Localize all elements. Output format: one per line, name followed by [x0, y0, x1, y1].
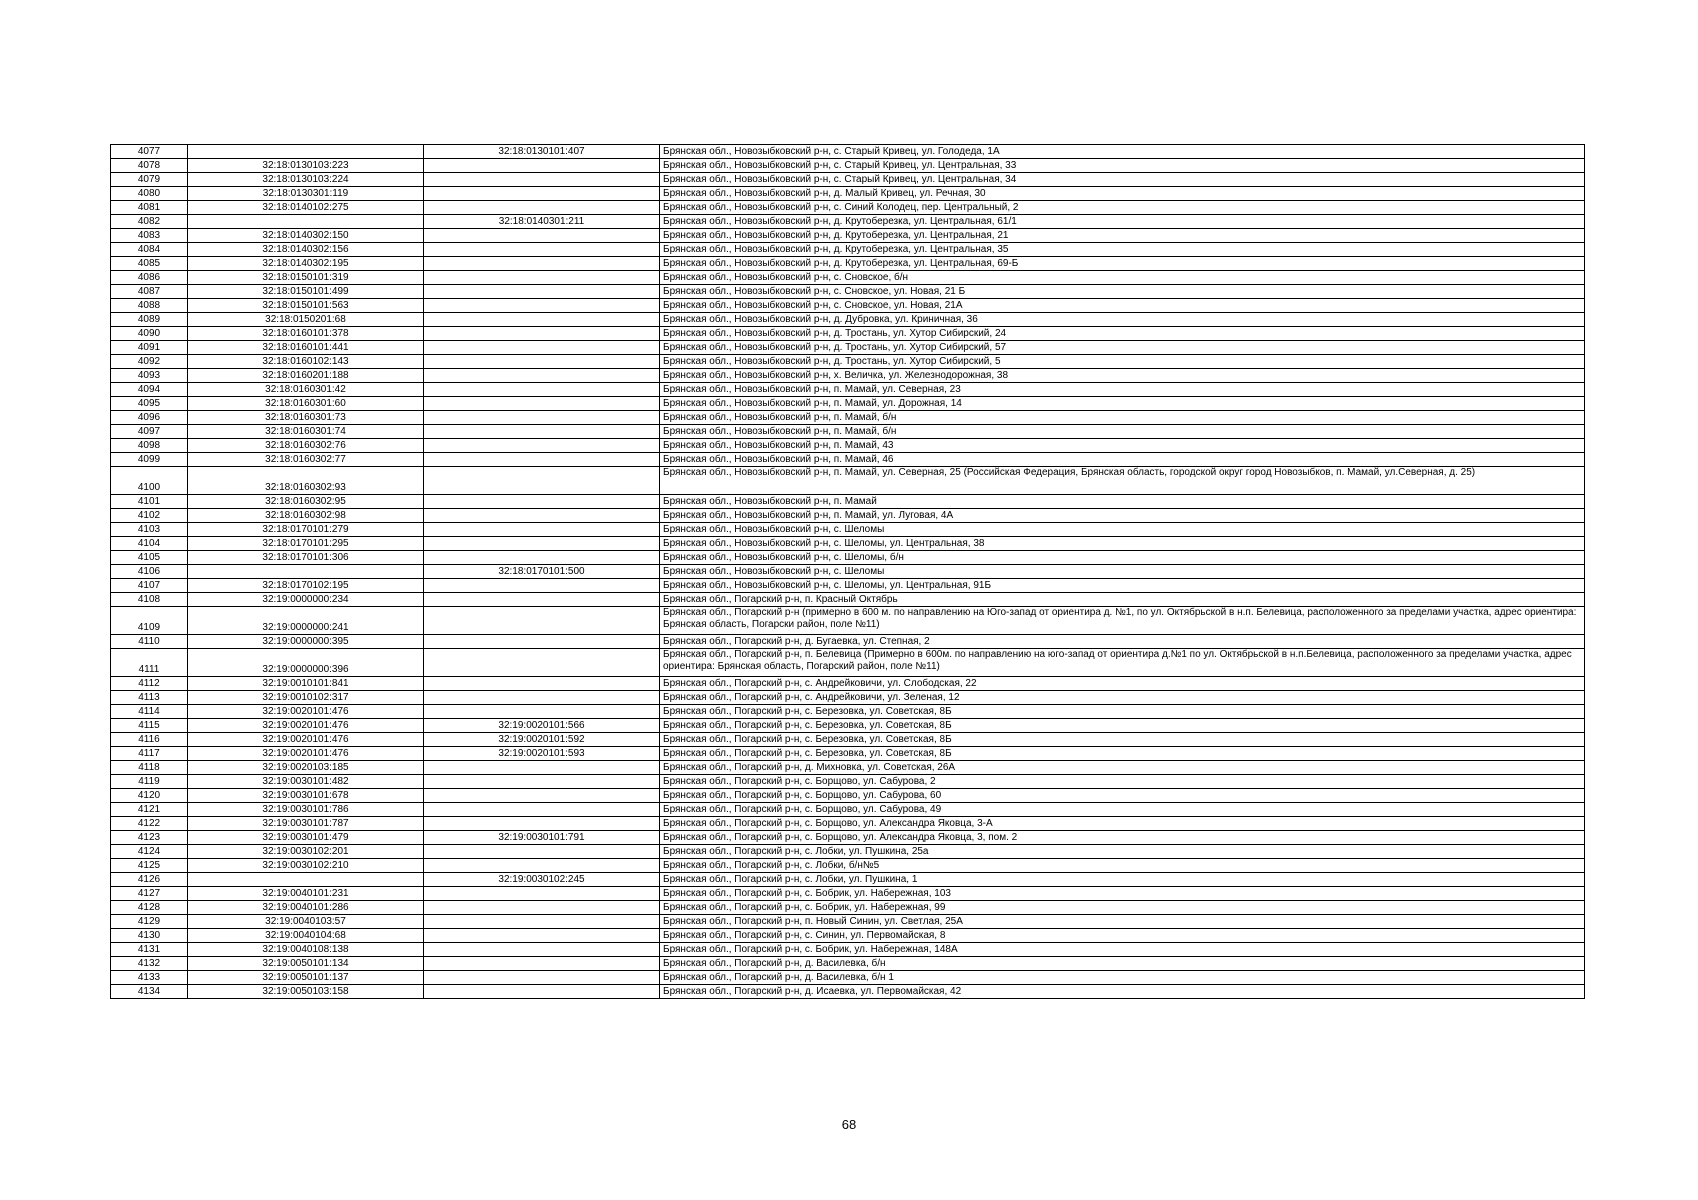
cadastral-number-cell: 32:19:0040101:286 [188, 901, 424, 915]
row-number-cell: 4094 [111, 383, 188, 397]
row-number-cell: 4108 [111, 593, 188, 607]
cadastral-number-cell: 32:18:0160301:74 [188, 425, 424, 439]
table-row [111, 257, 1585, 271]
row-number-cell: 4085 [111, 257, 188, 271]
cadastral-number-cell: 32:18:0160302:77 [188, 453, 424, 467]
table-row [111, 985, 1585, 999]
row-number-cell: 4130 [111, 929, 188, 943]
table-row [111, 677, 1585, 691]
cadastral-number-cell: 32:18:0160302:95 [188, 495, 424, 509]
building-cadastral-number-cell [424, 761, 660, 775]
table-row [111, 439, 1585, 453]
address-cell: Брянская обл., Погарский р-н, с. Андрейковичи, ул. Зеленая, 12 [660, 691, 1585, 705]
row-number-cell: 4111 [111, 649, 188, 677]
address-cell: Брянская обл., Погарский р-н, с. Лобки, ул. Пушкина, 1 [660, 873, 1585, 887]
table-row [111, 299, 1585, 313]
row-number-cell: 4107 [111, 579, 188, 593]
cadastral-number-cell [188, 565, 424, 579]
building-cadastral-number-cell [424, 579, 660, 593]
cadastral-number-cell: 32:19:0030101:786 [188, 803, 424, 817]
address-cell: Брянская обл., Новозыбковский р-н, с. Сновское, ул. Новая, 21 Б [660, 285, 1585, 299]
address-cell: Брянская обл., Новозыбковский р-н, д. Тростань, ул. Хутор Сибирский, 57 [660, 341, 1585, 355]
table-row [111, 887, 1585, 901]
cadastral-number-cell: 32:18:0160302:93 [188, 467, 424, 495]
address-cell: Брянская обл., Погарский р-н, д. Михновка, ул. Советская, 26А [660, 761, 1585, 775]
building-cadastral-number-cell [424, 537, 660, 551]
address-cell: Брянская обл., Новозыбковский р-н, д. Крутоберезка, ул. Центральная, 35 [660, 243, 1585, 257]
building-cadastral-number-cell [424, 411, 660, 425]
row-number-cell: 4132 [111, 957, 188, 971]
cadastral-number-cell: 32:18:0160301:60 [188, 397, 424, 411]
address-cell: Брянская обл., Новозыбковский р-н, с. Старый Кривец, ул. Центральная, 33 [660, 159, 1585, 173]
building-cadastral-number-cell [424, 957, 660, 971]
row-number-cell: 4127 [111, 887, 188, 901]
registry-table [110, 144, 1585, 999]
cadastral-number-cell: 32:19:0000000:241 [188, 607, 424, 635]
row-number-cell: 4100 [111, 467, 188, 495]
row-number-cell: 4133 [111, 971, 188, 985]
building-cadastral-number-cell: 32:19:0030102:245 [424, 873, 660, 887]
building-cadastral-number-cell [424, 915, 660, 929]
table-row [111, 845, 1585, 859]
table-row [111, 943, 1585, 957]
cadastral-number-cell: 32:19:0040101:231 [188, 887, 424, 901]
table-row [111, 411, 1585, 425]
cadastral-number-cell: 32:19:0040104:68 [188, 929, 424, 943]
table-row [111, 957, 1585, 971]
table-row [111, 145, 1585, 159]
address-cell: Брянская обл., Новозыбковский р-н, с. Шеломы, ул. Центральная, 91Б [660, 579, 1585, 593]
row-number-cell: 4129 [111, 915, 188, 929]
cadastral-number-cell: 32:18:0140102:275 [188, 201, 424, 215]
table-row [111, 859, 1585, 873]
table-row [111, 565, 1585, 579]
row-number-cell: 4114 [111, 705, 188, 719]
table-row [111, 775, 1585, 789]
address-cell: Брянская обл., Новозыбковский р-н, х. Величка, ул. Железнодорожная, 38 [660, 369, 1585, 383]
table-row [111, 873, 1585, 887]
table-row [111, 551, 1585, 565]
table-row [111, 285, 1585, 299]
address-cell: Брянская обл., Новозыбковский р-н, п. Мамай, ул. Дорожная, 14 [660, 397, 1585, 411]
table-row [111, 243, 1585, 257]
address-cell: Брянская обл., Новозыбковский р-н, п. Мамай, ул. Северная, 25 (Российская Федерация, Брянская область, городской округ город Новозыбков, п. Мамай, ул.Северная, д. 25) [660, 467, 1585, 495]
row-number-cell: 4081 [111, 201, 188, 215]
address-cell: Брянская обл., Погарский р-н, с. Бобрик, ул. Набережная, 99 [660, 901, 1585, 915]
address-cell: Брянская обл., Новозыбковский р-н, д. Тростань, ул. Хутор Сибирский, 24 [660, 327, 1585, 341]
table-row [111, 509, 1585, 523]
row-number-cell: 4091 [111, 341, 188, 355]
address-cell: Брянская обл., Погарский р-н, с. Березовка, ул. Советская, 8Б [660, 747, 1585, 761]
row-number-cell: 4123 [111, 831, 188, 845]
cadastral-number-cell: 32:18:0140302:195 [188, 257, 424, 271]
building-cadastral-number-cell [424, 355, 660, 369]
building-cadastral-number-cell [424, 271, 660, 285]
row-number-cell: 4086 [111, 271, 188, 285]
cadastral-number-cell: 32:18:0130103:224 [188, 173, 424, 187]
address-cell: Брянская обл., Погарский р-н, с. Березовка, ул. Советская, 8Б [660, 733, 1585, 747]
building-cadastral-number-cell [424, 971, 660, 985]
table-row [111, 593, 1585, 607]
cadastral-number-cell: 32:19:0000000:395 [188, 635, 424, 649]
address-cell: Брянская обл., Погарский р-н, п. Красный Октябрь [660, 593, 1585, 607]
table-row [111, 929, 1585, 943]
address-cell: Брянская обл., Новозыбковский р-н, с. Синий Колодец, пер. Центральный, 2 [660, 201, 1585, 215]
address-cell: Брянская обл., Новозыбковский р-н, д. Тростань, ул. Хутор Сибирский, 5 [660, 355, 1585, 369]
row-number-cell: 4096 [111, 411, 188, 425]
building-cadastral-number-cell [424, 649, 660, 677]
row-number-cell: 4122 [111, 817, 188, 831]
row-number-cell: 4120 [111, 789, 188, 803]
cadastral-number-cell [188, 873, 424, 887]
address-cell: Брянская обл., Погарский р-н, д. Бугаевка, ул. Степная, 2 [660, 635, 1585, 649]
address-cell: Брянская обл., Погарский р-н, д. Василевка, б/н [660, 957, 1585, 971]
building-cadastral-number-cell: 32:18:0170101:500 [424, 565, 660, 579]
table-row [111, 817, 1585, 831]
table-row [111, 747, 1585, 761]
building-cadastral-number-cell: 32:19:0020101:592 [424, 733, 660, 747]
cadastral-number-cell: 32:19:0020101:476 [188, 719, 424, 733]
building-cadastral-number-cell [424, 173, 660, 187]
cadastral-number-cell: 32:18:0160302:76 [188, 439, 424, 453]
building-cadastral-number-cell [424, 201, 660, 215]
row-number-cell: 4121 [111, 803, 188, 817]
row-number-cell: 4082 [111, 215, 188, 229]
address-cell: Брянская обл., Новозыбковский р-н, п. Мамай, б/н [660, 411, 1585, 425]
registry-body [111, 145, 1585, 999]
building-cadastral-number-cell [424, 789, 660, 803]
row-number-cell: 4106 [111, 565, 188, 579]
address-cell: Брянская обл., Новозыбковский р-н, д. Крутоберезка, ул. Центральная, 61/1 [660, 215, 1585, 229]
row-number-cell: 4083 [111, 229, 188, 243]
address-cell: Брянская обл., Новозыбковский р-н, п. Мамай [660, 495, 1585, 509]
address-cell: Брянская обл., Новозыбковский р-н, п. Мамай, 43 [660, 439, 1585, 453]
row-number-cell: 4118 [111, 761, 188, 775]
building-cadastral-number-cell [424, 607, 660, 635]
building-cadastral-number-cell [424, 299, 660, 313]
building-cadastral-number-cell [424, 453, 660, 467]
address-cell: Брянская обл., Погарский р-н, с. Лобки, б/н№5 [660, 859, 1585, 873]
table-row [111, 831, 1585, 845]
row-number-cell: 4128 [111, 901, 188, 915]
table-row [111, 159, 1585, 173]
row-number-cell: 4090 [111, 327, 188, 341]
table-row [111, 579, 1585, 593]
row-number-cell: 4078 [111, 159, 188, 173]
building-cadastral-number-cell [424, 929, 660, 943]
cadastral-number-cell: 32:19:0000000:234 [188, 593, 424, 607]
address-cell: Брянская обл., Новозыбковский р-н, с. Шеломы, б/н [660, 551, 1585, 565]
row-number-cell: 4109 [111, 607, 188, 635]
cadastral-number-cell: 32:19:0000000:396 [188, 649, 424, 677]
row-number-cell: 4095 [111, 397, 188, 411]
address-cell: Брянская обл., Погарский р-н, п. Белевица (Примерно в 600м. по направлению на юго-запад от ориентира д.№1 по ул. Октябрьской в н.п.Белевица, расположенного за пределами участка, адрес ориентира: Брянская область, Погарский район, поле №11) [660, 649, 1585, 677]
address-cell: Брянская обл., Погарский р-н, с. Лобки, ул. Пушкина, 25а [660, 845, 1585, 859]
building-cadastral-number-cell [424, 341, 660, 355]
row-number-cell: 4097 [111, 425, 188, 439]
row-number-cell: 4077 [111, 145, 188, 159]
table-row [111, 607, 1585, 635]
table-row [111, 523, 1585, 537]
row-number-cell: 4105 [111, 551, 188, 565]
table-row [111, 537, 1585, 551]
address-cell: Брянская обл., Новозыбковский р-н, п. Мамай, ул. Луговая, 4А [660, 509, 1585, 523]
table-row [111, 971, 1585, 985]
cadastral-number-cell: 32:18:0160302:98 [188, 509, 424, 523]
address-cell: Брянская обл., Погарский р-н, п. Новый Синин, ул. Светлая, 25А [660, 915, 1585, 929]
address-cell: Брянская обл., Погарский р-н, с. Березовка, ул. Советская, 8Б [660, 719, 1585, 733]
table-row [111, 789, 1585, 803]
row-number-cell: 4113 [111, 691, 188, 705]
address-cell: Брянская обл., Новозыбковский р-н, п. Мамай, ул. Северная, 23 [660, 383, 1585, 397]
cadastral-number-cell: 32:18:0160301:73 [188, 411, 424, 425]
building-cadastral-number-cell [424, 677, 660, 691]
address-cell: Брянская обл., Погарский р-н, с. Борщово, ул. Сабурова, 49 [660, 803, 1585, 817]
row-number-cell: 4084 [111, 243, 188, 257]
building-cadastral-number-cell [424, 817, 660, 831]
building-cadastral-number-cell [424, 369, 660, 383]
cadastral-number-cell: 32:18:0150101:563 [188, 299, 424, 313]
table-row [111, 327, 1585, 341]
table-row [111, 173, 1585, 187]
row-number-cell: 4093 [111, 369, 188, 383]
address-cell: Брянская обл., Погарский р-н, д. Василевка, б/н 1 [660, 971, 1585, 985]
row-number-cell: 4112 [111, 677, 188, 691]
building-cadastral-number-cell [424, 243, 660, 257]
cadastral-number-cell: 32:18:0160102:143 [188, 355, 424, 369]
building-cadastral-number-cell [424, 383, 660, 397]
cadastral-number-cell: 32:19:0050101:134 [188, 957, 424, 971]
row-number-cell: 4119 [111, 775, 188, 789]
building-cadastral-number-cell [424, 803, 660, 817]
row-number-cell: 4088 [111, 299, 188, 313]
table-row [111, 733, 1585, 747]
building-cadastral-number-cell [424, 285, 660, 299]
table-row [111, 187, 1585, 201]
address-cell: Брянская обл., Погарский р-н, с. Борщово, ул. Сабурова, 2 [660, 775, 1585, 789]
building-cadastral-number-cell [424, 187, 660, 201]
cadastral-number-cell: 32:19:0030102:210 [188, 859, 424, 873]
cadastral-number-cell: 32:19:0030101:479 [188, 831, 424, 845]
cadastral-number-cell: 32:19:0020101:476 [188, 747, 424, 761]
cadastral-number-cell: 32:18:0160101:378 [188, 327, 424, 341]
building-cadastral-number-cell [424, 327, 660, 341]
building-cadastral-number-cell [424, 635, 660, 649]
cadastral-number-cell: 32:19:0050103:158 [188, 985, 424, 999]
cadastral-number-cell [188, 215, 424, 229]
building-cadastral-number-cell [424, 775, 660, 789]
cadastral-number-cell: 32:19:0020101:476 [188, 705, 424, 719]
table-row [111, 719, 1585, 733]
table-row [111, 691, 1585, 705]
cadastral-number-cell: 32:18:0140302:156 [188, 243, 424, 257]
cadastral-number-cell: 32:19:0040103:57 [188, 915, 424, 929]
cadastral-number-cell: 32:19:0040108:138 [188, 943, 424, 957]
address-cell: Брянская обл., Погарский р-н, с. Бобрик, ул. Набережная, 103 [660, 887, 1585, 901]
table-row [111, 341, 1585, 355]
cadastral-number-cell: 32:18:0150101:319 [188, 271, 424, 285]
table-row [111, 635, 1585, 649]
building-cadastral-number-cell [424, 313, 660, 327]
cadastral-number-cell: 32:18:0170102:195 [188, 579, 424, 593]
row-number-cell: 4134 [111, 985, 188, 999]
address-cell: Брянская обл., Новозыбковский р-н, д. Крутоберезка, ул. Центральная, 21 [660, 229, 1585, 243]
building-cadastral-number-cell [424, 551, 660, 565]
table-row [111, 313, 1585, 327]
building-cadastral-number-cell [424, 397, 660, 411]
address-cell: Брянская обл., Новозыбковский р-н, с. Старый Кривец, ул. Центральная, 34 [660, 173, 1585, 187]
row-number-cell: 4104 [111, 537, 188, 551]
building-cadastral-number-cell [424, 425, 660, 439]
building-cadastral-number-cell [424, 859, 660, 873]
table-row [111, 649, 1585, 677]
cadastral-number-cell: 32:19:0030101:482 [188, 775, 424, 789]
cadastral-number-cell: 32:18:0160301:42 [188, 383, 424, 397]
cadastral-number-cell: 32:19:0050101:137 [188, 971, 424, 985]
table-row [111, 215, 1585, 229]
cadastral-number-cell: 32:18:0160201:188 [188, 369, 424, 383]
table-row [111, 915, 1585, 929]
address-cell: Брянская обл., Новозыбковский р-н, п. Мамай, 46 [660, 453, 1585, 467]
building-cadastral-number-cell [424, 467, 660, 495]
building-cadastral-number-cell [424, 985, 660, 999]
address-cell: Брянская обл., Погарский р-н (примерно в 600 м. по направлению на Юго-запад от ориентира д. №1, по ул. Октябрьской в н.п. Белевица, расположенного за пределами участка, адрес ориентира: Брянская область, Погарски район, поле №11) [660, 607, 1585, 635]
row-number-cell: 4092 [111, 355, 188, 369]
table-row [111, 397, 1585, 411]
address-cell: Брянская обл., Погарский р-н, с. Борщово, ул. Александра Яковца, 3-А [660, 817, 1585, 831]
row-number-cell: 4124 [111, 845, 188, 859]
row-number-cell: 4131 [111, 943, 188, 957]
building-cadastral-number-cell [424, 943, 660, 957]
address-cell: Брянская обл., Новозыбковский р-н, с. Шеломы, ул. Центральная, 38 [660, 537, 1585, 551]
row-number-cell: 4098 [111, 439, 188, 453]
building-cadastral-number-cell [424, 691, 660, 705]
table-row [111, 229, 1585, 243]
row-number-cell: 4080 [111, 187, 188, 201]
building-cadastral-number-cell [424, 159, 660, 173]
row-number-cell: 4117 [111, 747, 188, 761]
row-number-cell: 4099 [111, 453, 188, 467]
table-row [111, 383, 1585, 397]
cadastral-number-cell: 32:19:0010102:317 [188, 691, 424, 705]
page-number: 68 [841, 1117, 857, 1132]
address-cell: Брянская обл., Новозыбковский р-н, п. Мамай, б/н [660, 425, 1585, 439]
address-cell: Брянская обл., Новозыбковский р-н, д. Дубровка, ул. Криничная, 36 [660, 313, 1585, 327]
address-cell: Брянская обл., Новозыбковский р-н, д. Малый Кривец, ул. Речная, 30 [660, 187, 1585, 201]
cadastral-number-cell: 32:18:0130103:223 [188, 159, 424, 173]
building-cadastral-number-cell [424, 593, 660, 607]
building-cadastral-number-cell [424, 887, 660, 901]
address-cell: Брянская обл., Новозыбковский р-н, с. Старый Кривец, ул. Голодеда, 1А [660, 145, 1585, 159]
table-row [111, 369, 1585, 383]
building-cadastral-number-cell [424, 845, 660, 859]
building-cadastral-number-cell: 32:18:0140301:211 [424, 215, 660, 229]
cadastral-number-cell: 32:19:0030101:787 [188, 817, 424, 831]
building-cadastral-number-cell [424, 439, 660, 453]
row-number-cell: 4089 [111, 313, 188, 327]
address-cell: Брянская обл., Погарский р-н, с. Андрейковичи, ул. Слободская, 22 [660, 677, 1585, 691]
address-cell: Брянская обл., Погарский р-н, с. Березовка, ул. Советская, 8Б [660, 705, 1585, 719]
cadastral-number-cell: 32:18:0170101:306 [188, 551, 424, 565]
cadastral-number-cell: 32:18:0170101:295 [188, 537, 424, 551]
building-cadastral-number-cell: 32:19:0020101:566 [424, 719, 660, 733]
cadastral-number-cell: 32:19:0030102:201 [188, 845, 424, 859]
row-number-cell: 4079 [111, 173, 188, 187]
row-number-cell: 4115 [111, 719, 188, 733]
table-row [111, 761, 1585, 775]
row-number-cell: 4125 [111, 859, 188, 873]
row-number-cell: 4103 [111, 523, 188, 537]
address-cell: Брянская обл., Погарский р-н, с. Борщово, ул. Александра Яковца, 3, пом. 2 [660, 831, 1585, 845]
row-number-cell: 4110 [111, 635, 188, 649]
row-number-cell: 4102 [111, 509, 188, 523]
address-cell: Брянская обл., Погарский р-н, с. Борщово, ул. Сабурова, 60 [660, 789, 1585, 803]
cadastral-number-cell: 32:19:0030101:678 [188, 789, 424, 803]
building-cadastral-number-cell [424, 495, 660, 509]
building-cadastral-number-cell [424, 705, 660, 719]
cadastral-number-cell: 32:19:0020101:476 [188, 733, 424, 747]
building-cadastral-number-cell [424, 901, 660, 915]
cadastral-number-cell: 32:18:0170101:279 [188, 523, 424, 537]
cadastral-number-cell: 32:18:0160101:441 [188, 341, 424, 355]
table-row [111, 201, 1585, 215]
cadastral-number-cell: 32:18:0150101:499 [188, 285, 424, 299]
address-cell: Брянская обл., Погарский р-н, с. Синин, ул. Первомайская, 8 [660, 929, 1585, 943]
cadastral-number-cell: 32:19:0010101:841 [188, 677, 424, 691]
building-cadastral-number-cell [424, 509, 660, 523]
address-cell: Брянская обл., Новозыбковский р-н, с. Шеломы [660, 565, 1585, 579]
building-cadastral-number-cell: 32:19:0030101:791 [424, 831, 660, 845]
address-cell: Брянская обл., Новозыбковский р-н, с. Шеломы [660, 523, 1585, 537]
building-cadastral-number-cell: 32:19:0020101:593 [424, 747, 660, 761]
address-cell: Брянская обл., Новозыбковский р-н, д. Крутоберезка, ул. Центральная, 69-Б [660, 257, 1585, 271]
cadastral-number-cell: 32:19:0020103:185 [188, 761, 424, 775]
table-row [111, 271, 1585, 285]
row-number-cell: 4116 [111, 733, 188, 747]
cadastral-number-cell: 32:18:0130301:119 [188, 187, 424, 201]
cadastral-number-cell [188, 145, 424, 159]
table-row [111, 453, 1585, 467]
building-cadastral-number-cell: 32:18:0130101:407 [424, 145, 660, 159]
cadastral-number-cell: 32:18:0140302:150 [188, 229, 424, 243]
table-row [111, 425, 1585, 439]
table-row [111, 901, 1585, 915]
address-cell: Брянская обл., Новозыбковский р-н, с. Сновское, ул. Новая, 21А [660, 299, 1585, 313]
building-cadastral-number-cell [424, 257, 660, 271]
cadastral-number-cell: 32:18:0150201:68 [188, 313, 424, 327]
table-row [111, 803, 1585, 817]
building-cadastral-number-cell [424, 523, 660, 537]
building-cadastral-number-cell [424, 229, 660, 243]
row-number-cell: 4101 [111, 495, 188, 509]
address-cell: Брянская обл., Погарский р-н, с. Бобрик, ул. Набережная, 148А [660, 943, 1585, 957]
row-number-cell: 4087 [111, 285, 188, 299]
table-row [111, 705, 1585, 719]
address-cell: Брянская обл., Погарский р-н, д. Исаевка, ул. Первомайская, 42 [660, 985, 1585, 999]
row-number-cell: 4126 [111, 873, 188, 887]
table-row [111, 467, 1585, 495]
table-row [111, 355, 1585, 369]
address-cell: Брянская обл., Новозыбковский р-н, с. Сновское, б/н [660, 271, 1585, 285]
table-row [111, 495, 1585, 509]
